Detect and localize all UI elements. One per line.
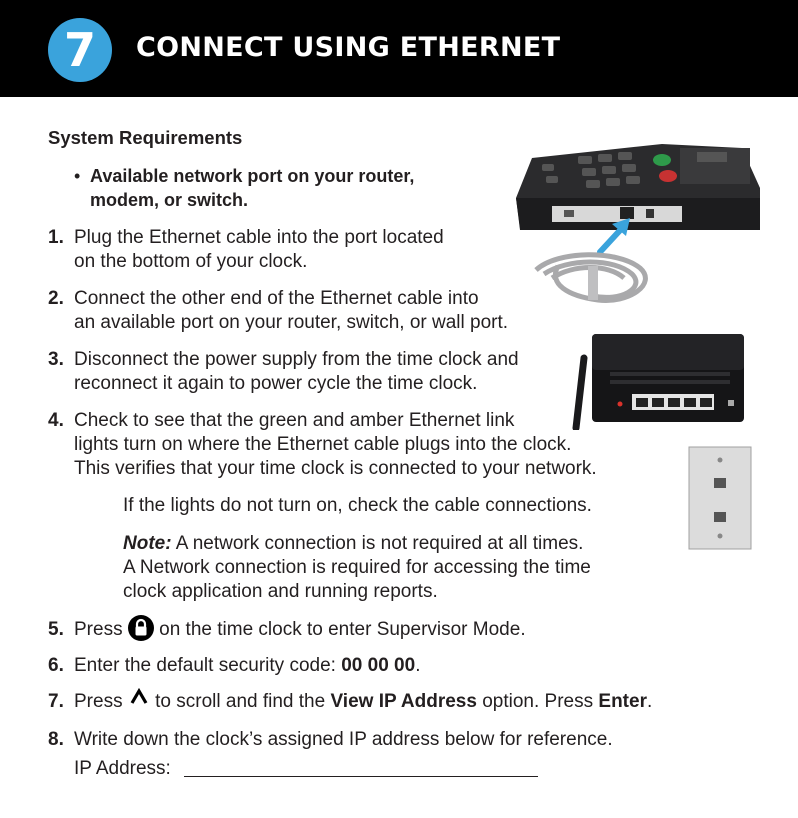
step-7-number: 7. (48, 691, 64, 712)
step-5-number: 5. (48, 619, 64, 640)
step-1-line-2: on the bottom of your clock. (74, 251, 308, 272)
step-6-number: 6. (48, 655, 64, 676)
wall-jack-plate-image (688, 446, 752, 550)
note-label: Note: (123, 533, 172, 554)
step-3-number: 3. (48, 349, 64, 370)
step-8-number: 8. (48, 729, 64, 750)
requirements-heading: System Requirements (48, 127, 243, 148)
step-5-after: on the time clock to enter Supervisor Mode. (159, 619, 526, 640)
step-5-before: Press (74, 619, 123, 640)
up-arrow-icon (128, 686, 150, 713)
step-5-text (74, 618, 526, 642)
step-7-after: . (646, 691, 653, 712)
step-8-line-1: Write down the clock’s assigned IP address below for reference. (74, 729, 613, 750)
page-header (0, 0, 798, 97)
step-6-text (74, 654, 420, 678)
lock-icon (128, 615, 154, 641)
step-7-mid: to scroll and find the (155, 691, 326, 712)
step-6-before: Enter the default security code: (74, 655, 336, 676)
security-code: 00 00 00 (341, 655, 416, 676)
requirement-line-2: modem, or switch. (90, 190, 249, 210)
router-image (570, 330, 748, 430)
enter-key-label: Enter (598, 691, 647, 712)
step-7-before: Press (74, 691, 123, 712)
bullet-dot: • (74, 166, 81, 186)
note-line-3: clock application and running reports. (123, 581, 438, 602)
lights-tip: If the lights do not turn on, check the cable connections. (123, 495, 592, 516)
step-3-line-1: Disconnect the power supply from the time clock and (74, 349, 519, 370)
step-2-line-1: Connect the other end of the Ethernet cable into (74, 288, 479, 309)
ip-address-label: IP Address: (74, 758, 171, 779)
note-text-1: A network connection is not required at all times. (175, 533, 584, 554)
step-7-mid2: option. Press (482, 691, 594, 712)
note-line-2: A Network connection is required for accessing the time (123, 557, 591, 578)
ethernet-cable-image (528, 244, 662, 312)
requirement-line-1: Available network port on your router, (90, 166, 415, 186)
note-line-1 (123, 532, 583, 556)
step-number-badge: 7 (48, 18, 112, 82)
step-4-number: 4. (48, 410, 64, 431)
time-clock-image (512, 138, 772, 258)
step-1-line-1: Plug the Ethernet cable into the port located (74, 227, 444, 248)
page-title: CONNECT USING ETHERNET (136, 32, 561, 63)
step-1-number: 1. (48, 227, 64, 248)
ip-address-blank-line (184, 776, 538, 777)
step-2-line-2: an available port on your router, switch, or wall port. (74, 312, 509, 333)
step-3-line-2: reconnect it again to power cycle the time clock. (74, 373, 478, 394)
step-6-after: . (415, 655, 421, 676)
step-2-number: 2. (48, 288, 64, 309)
step-4-line-2: lights turn on where the Ethernet cable plugs into the clock. (74, 434, 572, 455)
view-ip-option: View IP Address (330, 691, 477, 712)
step-4-line-3: This verifies that your time clock is connected to your network. (74, 458, 597, 479)
step-4-line-1: Check to see that the green and amber Ethernet link (74, 410, 515, 431)
step-7-text (74, 690, 652, 714)
